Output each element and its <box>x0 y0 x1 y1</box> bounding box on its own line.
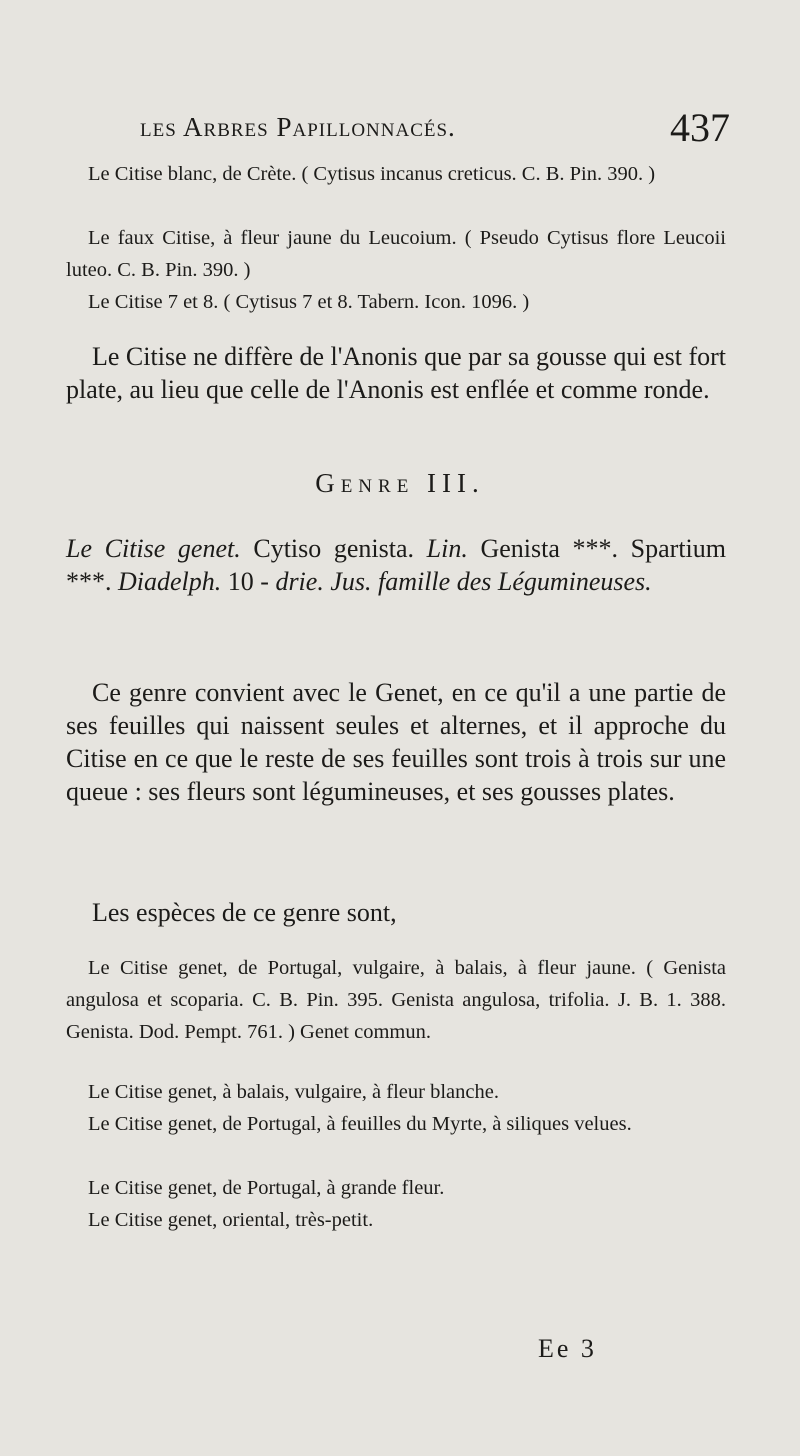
synonym-entry: Le Citise blanc, de Crète. ( Cytisus incanus creticus. C. B. Pin. 390. ) <box>88 163 656 185</box>
species-entry: Le Citise genet, de Portugal, à feuilles du Myrte, à siliques velues. <box>88 1113 632 1135</box>
genre-name: Le Citise genet. <box>66 534 241 563</box>
page-header <box>140 106 730 150</box>
genre-def-class: Diadelph. <box>118 567 222 596</box>
species-entry: Le Citise genet, à balais, vulgaire, à fleur blanche. <box>88 1081 499 1103</box>
running-head: les Arbres Papillonnacés. <box>140 112 456 142</box>
species-entry: Le Citise genet, de Portugal, vulgaire, à balais, à fleur jaune. ( Genista angulosa et scoparia. C. B. Pin. 395. Genista angulosa, trifolia. J. B. 1. 388. Genista. Dod. Pempt. 761. ) Genet commun. <box>66 957 726 1043</box>
synonym-entry: Le faux Citise, à fleur jaune du Leucoium. ( Pseudo Cytisus flore Leucoii luteo. C. B. Pin. 390. ) <box>66 227 726 281</box>
genre-def-order: drie. <box>275 567 324 596</box>
synonym-entry: Le Citise 7 et 8. ( Cytisus 7 et 8. Tabern. Icon. 1096. ) <box>88 291 530 313</box>
genre-def-family: Jus. famille des Légumineuses. <box>330 567 652 596</box>
signature-mark: Ee 3 <box>538 1334 597 1363</box>
page-number: 437 <box>670 105 730 150</box>
genre-def-lin: Lin. <box>426 534 468 563</box>
paragraph-especes: Les espèces de ce genre sont, <box>92 898 397 927</box>
genre-def-part: 10 - <box>221 567 276 596</box>
paragraph-genet: Ce genre convient avec le Genet, en ce qu'il a une partie de ses feuilles qui naissent seules et alternes, et il approche du Citise en ce que le reste de ses feuilles sont trois à trois sur une queue : ses fleurs sont légumineuses, et ses gousses plates. <box>66 678 726 806</box>
species-entry: Le Citise genet, de Portugal, à grande fleur. <box>88 1177 445 1199</box>
genre-heading: Genre III. <box>315 468 485 498</box>
genre-def-part: Cytiso genista. <box>240 534 427 563</box>
species-entry: Le Citise genet, oriental, très-petit. <box>88 1209 374 1231</box>
genre-definition <box>66 532 726 598</box>
paragraph-anonis: Le Citise ne diffère de l'Anonis que par sa gousse qui est fort plate, au lieu que celle de l'Anonis est enflée et comme ronde. <box>66 342 726 404</box>
genre-def-part: Genista ***. Spartium ***. <box>66 534 726 596</box>
